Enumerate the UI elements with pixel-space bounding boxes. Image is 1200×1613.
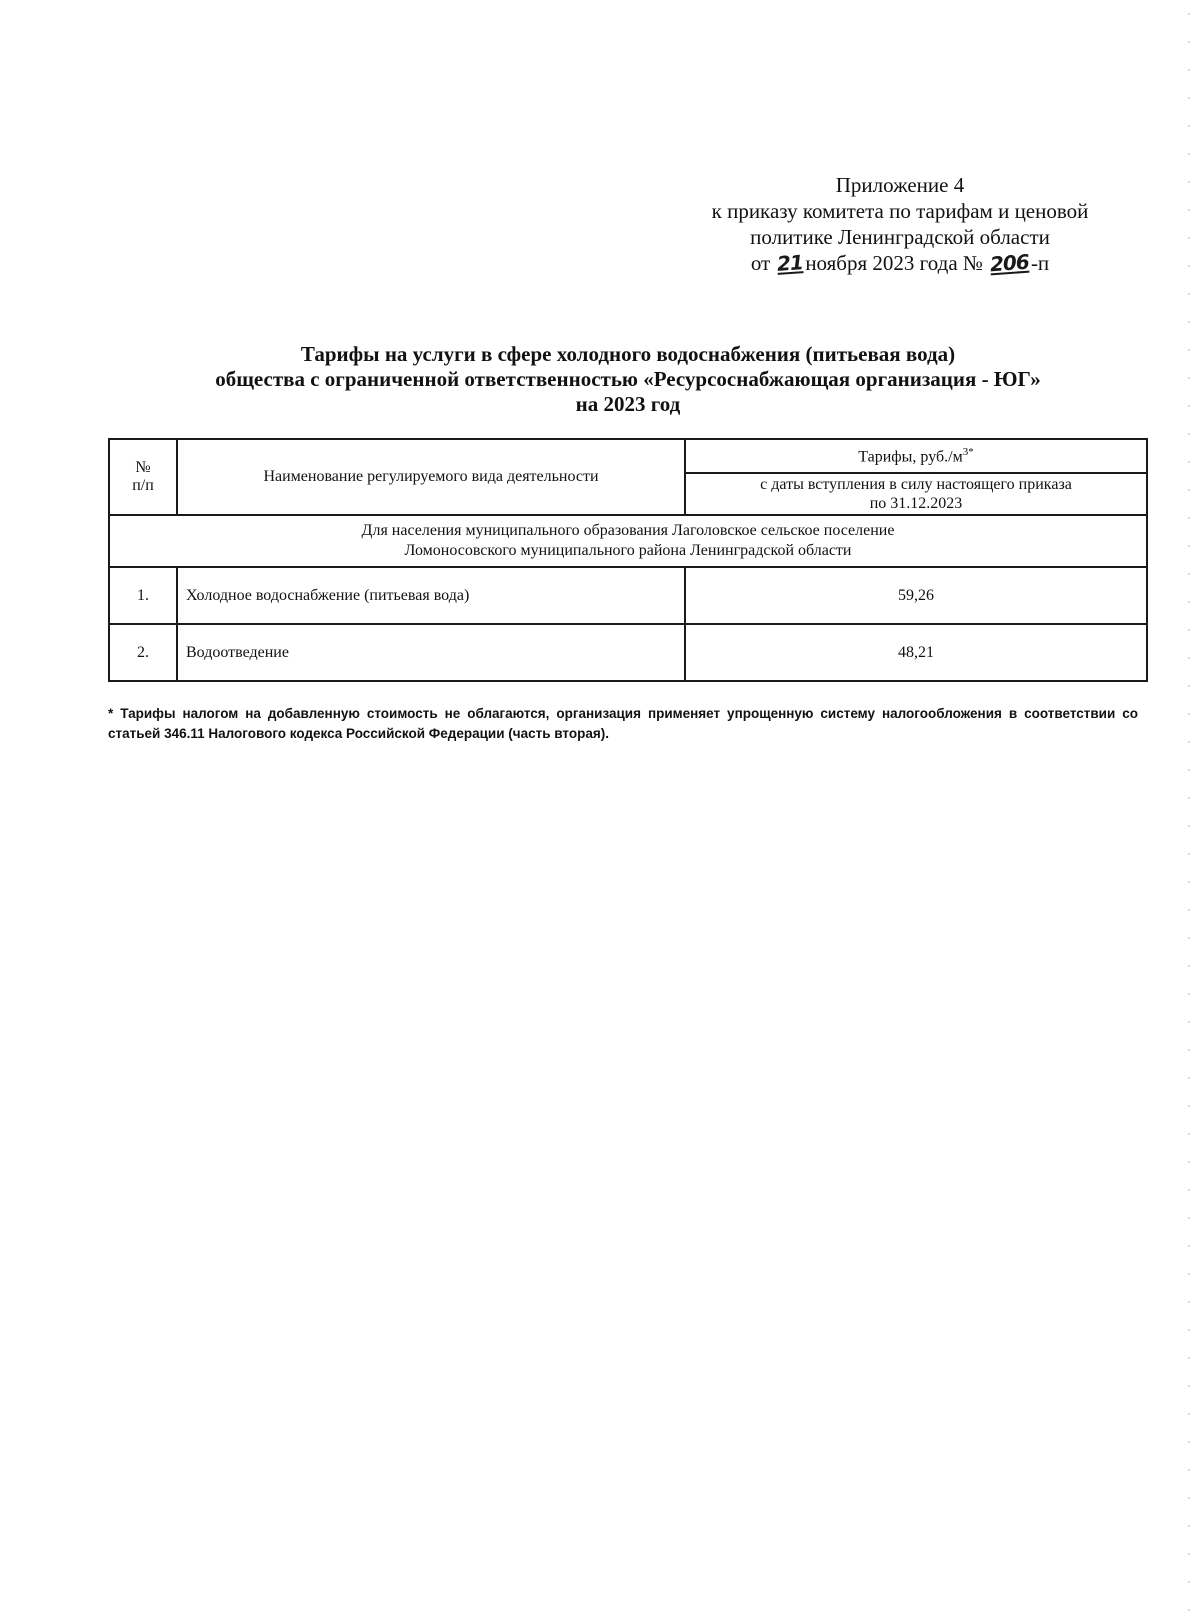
header-tariffs	[685, 439, 1147, 473]
header-period-line-1: с даты вступления в силу настоящего приказа	[760, 476, 1072, 493]
scan-edge-specks	[1186, 0, 1192, 1613]
date-prefix: от	[750, 251, 771, 275]
header-period	[685, 473, 1147, 515]
handwritten-day: 21	[776, 250, 805, 276]
date-rest: ноября 2023 года №	[805, 251, 983, 275]
handwritten-order-number: 206	[989, 249, 1030, 277]
header-tariffs-sup: 3*	[962, 445, 974, 458]
row-tariff-value: 48,21	[685, 624, 1147, 681]
group-label	[109, 515, 1147, 567]
row-activity: Холодное водоснабжение (питьевая вода)	[177, 567, 685, 624]
header-num-label: п/п	[132, 477, 154, 494]
header-period-line-2: по 31.12.2023	[869, 495, 963, 512]
title-line-2: общества с ограниченной ответственностью «Ресурсоснабжающая организация - ЮГ»	[215, 367, 1041, 391]
header-num	[109, 439, 177, 515]
document-title	[108, 342, 1148, 417]
group-label-line-1: Для населения муниципального образования Лаголовское сельское поселение	[361, 522, 895, 539]
header-activity-name: Наименование регулируемого вида деятельности	[177, 439, 685, 515]
row-activity: Водоотведение	[177, 624, 685, 681]
order-suffix: -п	[1030, 251, 1050, 275]
title-line-1: Тарифы на услуги в сфере холодного водоснабжения (питьевая вода)	[300, 342, 956, 366]
footnote: * Тарифы налогом на добавленную стоимость не облагаются, организация применяет упрощенную систему налогообложения в соответствии со статьей 346.11 Налогового кодекса Российской Федерации (часть вторая).	[108, 706, 1138, 741]
table-row	[109, 567, 1147, 624]
row-tariff-value: 59,26	[685, 567, 1147, 624]
title-line-3: на 2023 год	[575, 392, 681, 416]
group-label-line-2: Ломоносовского муниципального района Ленинградской области	[404, 542, 852, 559]
appendix-order-ref: к приказу комитета по тарифам и ценовой	[711, 199, 1089, 223]
appendix-date-line	[660, 250, 1140, 276]
row-num: 1.	[109, 567, 177, 624]
appendix-title: Приложение 4	[835, 173, 965, 197]
table-row	[109, 624, 1147, 681]
table-group-row	[109, 515, 1147, 567]
appendix-block	[660, 172, 1140, 276]
header-num-symbol: №	[135, 459, 151, 476]
row-num: 2.	[109, 624, 177, 681]
appendix-authority: политике Ленинградской области	[750, 225, 1050, 249]
tariff-table	[108, 438, 1148, 682]
table-header-row	[109, 439, 1147, 473]
header-tariffs-label: Тарифы, руб./м	[858, 448, 963, 466]
